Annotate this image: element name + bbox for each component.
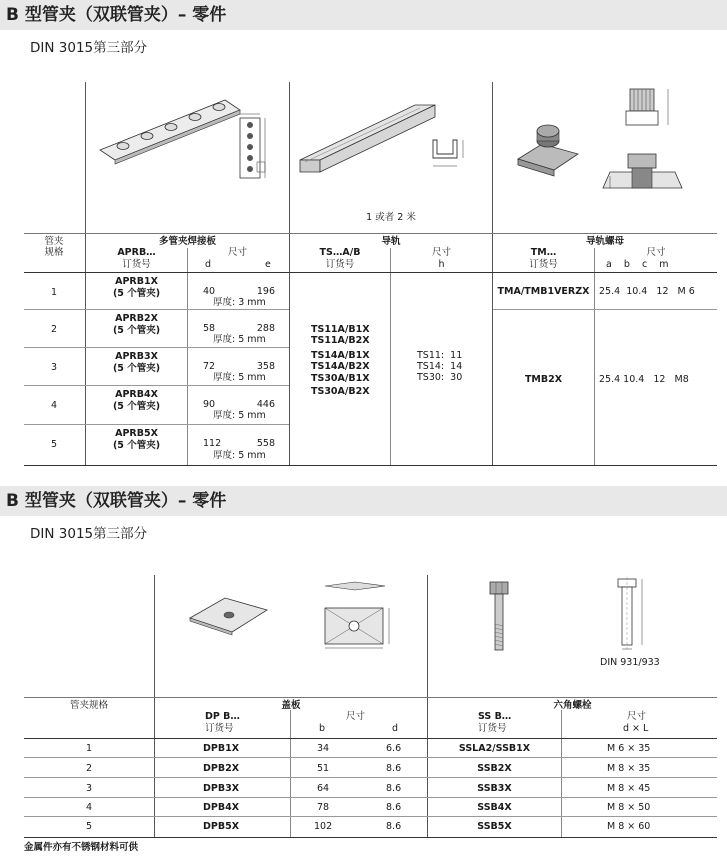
s1-row-qty: (5 个管夹) bbox=[112, 363, 161, 374]
s1-col-line bbox=[187, 248, 188, 465]
s2-header-cover-code: DP B… bbox=[205, 711, 240, 722]
s2-header-bottom bbox=[24, 738, 717, 739]
hex-bolt-figure bbox=[482, 580, 522, 655]
section2-title: B 型管夹（双联管夹）– 零件 bbox=[6, 491, 227, 511]
s2-row-d: 8.6 bbox=[386, 783, 402, 794]
s1-header-plate-e: e bbox=[265, 259, 271, 270]
rail-code: TS14A/B1X bbox=[311, 350, 370, 361]
s1-row-e: 558 bbox=[256, 438, 275, 449]
rail-figure bbox=[295, 90, 485, 190]
s2-row-spec: 3 bbox=[85, 783, 93, 794]
s1-header-nut-group: 导轨螺母 bbox=[585, 236, 624, 247]
rail-nut-figure bbox=[500, 84, 715, 214]
rail-code: TS11A/B2X bbox=[311, 335, 370, 346]
s2-header-bolt-order: 订货号 bbox=[478, 723, 507, 734]
din-label: DIN 931/933 bbox=[600, 657, 660, 668]
s2-row-cover: DPB4X bbox=[203, 802, 240, 813]
s2-row-dl: M 8 × 35 bbox=[607, 763, 651, 774]
s1-header-nut-abcm: a b c m bbox=[606, 259, 669, 270]
section1-title: B 型管夹（双联管夹）– 零件 bbox=[6, 5, 227, 25]
nut-dims: 25.4 10.4 12 M8 bbox=[599, 374, 689, 385]
bolt-drawing-figure bbox=[610, 577, 650, 652]
nut-code: TMB2X bbox=[524, 374, 563, 385]
s2-header-cover-dim: 尺寸 bbox=[346, 711, 366, 722]
s1-row-thickness: 厚度: 5 mm bbox=[213, 450, 266, 461]
welding-plate-figure bbox=[95, 90, 275, 180]
s2-header-top bbox=[24, 697, 717, 698]
s1-row-thickness: 厚度: 3 mm bbox=[213, 297, 266, 308]
s1-header-rail-group: 导轨 bbox=[381, 236, 401, 247]
s2-row-b: 78 bbox=[317, 802, 330, 813]
s2-row-cover: DPB3X bbox=[203, 783, 240, 794]
s2-row-cover: DPB5X bbox=[203, 821, 240, 832]
s1-row-code: APRB3X bbox=[115, 351, 158, 362]
rail-code: TS30A/B2X bbox=[311, 386, 370, 397]
s1-row-spec: 2 bbox=[50, 324, 58, 335]
s1-header-spec: 管夹 规格 bbox=[44, 236, 64, 258]
s1-row-spec: 1 bbox=[50, 287, 58, 298]
nut-code: TMA/TMB1VERZX bbox=[497, 286, 590, 297]
s2-col-line bbox=[561, 710, 562, 838]
s2-row-dl: M 6 × 35 bbox=[607, 743, 651, 754]
s1-row-thickness: 厚度: 5 mm bbox=[213, 372, 266, 383]
s1-row-spec: 4 bbox=[50, 400, 58, 411]
s2-header-bolt-dl: d × L bbox=[623, 723, 649, 734]
s2-header-bolt-group: 六角螺栓 bbox=[553, 700, 592, 711]
s1-row-code: APRB1X bbox=[115, 276, 158, 287]
s2-header-cover-order: 订货号 bbox=[205, 723, 234, 734]
s1-row-code: APRB5X bbox=[115, 428, 158, 439]
nut-row-line bbox=[493, 309, 717, 310]
s1-header-rail-dim: 尺寸 bbox=[431, 247, 451, 258]
s1-row-spec: 5 bbox=[50, 439, 58, 450]
rail-code: TS11A/B1X bbox=[311, 324, 370, 335]
s2-row-bolt: SSB5X bbox=[477, 821, 512, 832]
s1-col-line bbox=[289, 82, 290, 465]
s2-row-d: 8.6 bbox=[386, 802, 402, 813]
s2-row-line bbox=[24, 797, 717, 798]
rail-code: TS30A/B1X bbox=[311, 373, 370, 384]
nut-dims: 25.4 10.4 12 M 6 bbox=[599, 286, 695, 297]
s2-row-line bbox=[24, 816, 717, 817]
s1-header-bottom bbox=[24, 272, 717, 273]
s2-row-cover: DPB1X bbox=[203, 743, 240, 754]
s1-row-line bbox=[24, 347, 289, 348]
s1-row-code: APRB2X bbox=[115, 313, 158, 324]
s1-header-plate-code: APRB… bbox=[117, 247, 156, 258]
s1-row-code: APRB4X bbox=[115, 389, 158, 400]
s1-row-d: 90 bbox=[203, 399, 216, 410]
footnote: 金属件亦有不锈钢材料可供 bbox=[24, 842, 139, 853]
s2-row-d: 6.6 bbox=[386, 743, 402, 754]
s1-header-top bbox=[24, 233, 717, 234]
s2-table-bottom bbox=[24, 837, 717, 838]
s1-row-line bbox=[24, 424, 289, 425]
s2-header-cover-group: 盖板 bbox=[281, 700, 301, 711]
s2-row-b: 102 bbox=[314, 821, 333, 832]
s1-row-thickness: 厚度: 5 mm bbox=[213, 410, 266, 421]
s2-header-spec: 管夹规格 bbox=[69, 700, 108, 711]
s2-row-b: 64 bbox=[317, 783, 330, 794]
s1-row-d: 112 bbox=[203, 438, 222, 449]
s2-row-dl: M 8 × 45 bbox=[607, 783, 651, 794]
s1-header-nut-order: 订货号 bbox=[529, 259, 558, 270]
rail-h-value: TS30: 30 bbox=[417, 372, 463, 383]
s2-row-spec: 1 bbox=[85, 743, 93, 754]
s2-row-b: 34 bbox=[317, 743, 330, 754]
s2-row-bolt: SSLA2/SSB1X bbox=[458, 743, 531, 754]
s2-row-bolt: SSB3X bbox=[477, 783, 512, 794]
s2-row-bolt: SSB4X bbox=[477, 802, 512, 813]
s2-row-d: 8.6 bbox=[386, 763, 402, 774]
s1-row-d: 58 bbox=[203, 323, 216, 334]
s1-row-e: 196 bbox=[256, 286, 275, 297]
s2-row-dl: M 8 × 60 bbox=[607, 821, 651, 832]
s1-col-line bbox=[492, 82, 493, 465]
s1-header-nut-dim: 尺寸 bbox=[646, 247, 666, 258]
s1-table-bottom bbox=[24, 465, 717, 466]
s2-header-cover-d: d bbox=[392, 723, 399, 734]
s1-row-thickness: 厚度: 5 mm bbox=[213, 334, 266, 345]
s2-row-spec: 4 bbox=[85, 802, 93, 813]
section2-subtitle: DIN 3015第三部分 bbox=[30, 526, 148, 542]
s1-row-d: 40 bbox=[203, 286, 216, 297]
s1-col-line bbox=[390, 248, 391, 465]
s1-col-line bbox=[594, 248, 595, 465]
s1-header-plate-d: d bbox=[205, 259, 212, 270]
s1-header-rail-order: 订货号 bbox=[325, 259, 355, 270]
s1-header-rail-h: h bbox=[438, 259, 445, 270]
s1-header-plate-group: 多管夹焊接板 bbox=[158, 236, 216, 247]
section1-subtitle: DIN 3015第三部分 bbox=[30, 40, 148, 56]
s1-row-qty: (5 个管夹) bbox=[112, 440, 161, 451]
s1-row-d: 72 bbox=[203, 361, 216, 372]
s1-header-nut-code: TM… bbox=[530, 247, 557, 258]
rail-caption: 1 或者 2 米 bbox=[366, 212, 416, 223]
s1-row-qty: (5 个管夹) bbox=[112, 401, 161, 412]
s1-row-spec: 3 bbox=[50, 362, 58, 373]
rail-code: TS14A/B2X bbox=[311, 361, 370, 372]
s2-row-spec: 2 bbox=[85, 763, 93, 774]
s1-row-e: 446 bbox=[256, 399, 275, 410]
s1-row-qty: (5 个管夹) bbox=[112, 325, 161, 336]
rail-h-value: TS14: 14 bbox=[417, 361, 463, 372]
s2-row-line bbox=[24, 777, 717, 778]
s2-row-d: 8.6 bbox=[386, 821, 402, 832]
s2-row-b: 51 bbox=[317, 763, 330, 774]
s2-header-cover-b: b bbox=[319, 723, 326, 734]
s2-row-spec: 5 bbox=[85, 821, 93, 832]
s2-row-line bbox=[24, 757, 717, 758]
s2-header-bolt-dim: 尺寸 bbox=[627, 711, 647, 722]
s1-row-line bbox=[24, 309, 289, 310]
s1-row-qty: (5 个管夹) bbox=[112, 288, 161, 299]
s1-row-e: 358 bbox=[256, 361, 275, 372]
s2-row-cover: DPB2X bbox=[203, 763, 240, 774]
s2-header-bolt-code: SS B… bbox=[478, 711, 512, 722]
s2-row-dl: M 8 × 50 bbox=[607, 802, 651, 813]
rail-h-value: TS11: 11 bbox=[417, 350, 463, 361]
s1-header-plate-dim: 尺寸 bbox=[228, 247, 248, 258]
cover-plate-figure bbox=[185, 580, 405, 650]
s1-header-plate-order: 订货号 bbox=[122, 259, 151, 270]
s1-row-line bbox=[24, 385, 289, 386]
s2-row-bolt: SSB2X bbox=[477, 763, 512, 774]
s2-col-line bbox=[290, 710, 291, 838]
s1-row-e: 288 bbox=[256, 323, 275, 334]
s1-header-rail-code: TS…A/B bbox=[319, 247, 361, 258]
